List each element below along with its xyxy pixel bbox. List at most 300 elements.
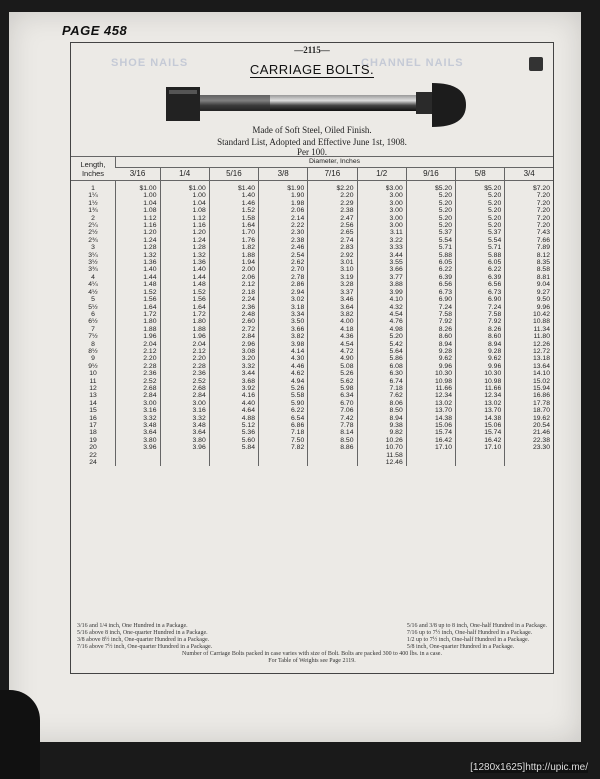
price-cell bbox=[160, 452, 209, 459]
price-cell: 16.42 bbox=[406, 437, 455, 444]
price-cell: 13.64 bbox=[505, 363, 553, 370]
price-cell: 17.10 bbox=[456, 444, 505, 451]
ghost-text-left: SHOE NAILS bbox=[111, 57, 189, 69]
price-cell: 8.35 bbox=[505, 259, 553, 266]
price-cell: 2.00 bbox=[209, 266, 258, 273]
price-cell bbox=[209, 459, 258, 466]
price-cell bbox=[406, 452, 455, 459]
price-cell: 6.90 bbox=[456, 296, 505, 303]
price-cell bbox=[160, 459, 209, 466]
length-cell: 7½ bbox=[88, 333, 98, 341]
size-header: 1/2 bbox=[357, 168, 406, 181]
notes-center-1: Number of Carriage Bolts packed in case varies with size of Bolt. Bolts are packed 300 to 400 lbs. in a case. bbox=[182, 651, 442, 657]
price-cell: 3.82 bbox=[259, 333, 308, 340]
price-cell: 22.38 bbox=[505, 437, 553, 444]
price-cell: 2.72 bbox=[209, 326, 258, 333]
diameter-header: Diameter, Inches bbox=[116, 157, 554, 168]
price-cell: 5.20 bbox=[406, 207, 455, 214]
table-row bbox=[71, 326, 553, 333]
price-cell: 5.58 bbox=[259, 392, 308, 399]
note-line: 5/8 inch, One-quarter Hundred in a Package. bbox=[406, 644, 515, 650]
price-cell: $1.40 bbox=[209, 181, 258, 193]
price-cell: 13.02 bbox=[456, 400, 505, 407]
length-cell: 11 bbox=[89, 377, 97, 385]
price-cell: 5.26 bbox=[308, 370, 357, 377]
price-cell: 7.58 bbox=[456, 311, 505, 318]
price-cell: 2.12 bbox=[116, 348, 161, 355]
price-cell: 3.32 bbox=[116, 415, 161, 422]
length-cell: 1¾ bbox=[88, 207, 98, 215]
price-cell: 1.98 bbox=[259, 200, 308, 207]
price-cell: 6.05 bbox=[456, 259, 505, 266]
price-cell: 2.48 bbox=[209, 311, 258, 318]
price-cell: 1.80 bbox=[160, 318, 209, 325]
table-row bbox=[71, 289, 553, 296]
price-cell bbox=[259, 459, 308, 466]
table-row bbox=[71, 459, 553, 466]
length-cell: 6 bbox=[91, 310, 95, 318]
price-cell: 1.32 bbox=[116, 252, 161, 259]
price-cell: 2.78 bbox=[259, 274, 308, 281]
price-cell: 6.74 bbox=[357, 378, 406, 385]
price-cell: 5.98 bbox=[308, 385, 357, 392]
content-frame bbox=[70, 42, 554, 674]
page-label: PAGE 458 bbox=[62, 23, 128, 38]
price-cell: 1.44 bbox=[160, 274, 209, 281]
price-cell: 4.30 bbox=[259, 355, 308, 362]
price-cell: 3.96 bbox=[116, 444, 161, 451]
price-cell: 3.99 bbox=[357, 289, 406, 296]
price-cell: 3.50 bbox=[259, 318, 308, 325]
price-cell: 11.34 bbox=[505, 326, 553, 333]
price-cell: 12.34 bbox=[456, 392, 505, 399]
price-cell: 6.05 bbox=[406, 259, 455, 266]
price-cell: 3.80 bbox=[160, 437, 209, 444]
price-cell: 7.20 bbox=[505, 222, 553, 229]
price-cell: 8.94 bbox=[357, 415, 406, 422]
price-cell bbox=[505, 452, 553, 459]
length-cell: 17 bbox=[89, 422, 97, 429]
length-cell: 8½ bbox=[88, 347, 98, 355]
book-binding bbox=[0, 690, 40, 779]
price-cell: 6.22 bbox=[456, 266, 505, 273]
price-cell bbox=[308, 459, 357, 466]
note-line: 7/16 above 7½ inch, One-quarter Hundred in a Package. bbox=[77, 644, 213, 650]
price-cell: 4.72 bbox=[308, 348, 357, 355]
length-cell: 3¾ bbox=[88, 266, 98, 274]
price-cell bbox=[406, 459, 455, 466]
table-row bbox=[71, 192, 553, 199]
price-cell: 3.32 bbox=[209, 363, 258, 370]
price-cell: 2.24 bbox=[209, 296, 258, 303]
price-cell: 3.77 bbox=[357, 274, 406, 281]
price-cell: 5.84 bbox=[209, 444, 258, 451]
price-cell: 1.52 bbox=[209, 207, 258, 214]
price-cell: 5.54 bbox=[406, 237, 455, 244]
price-cell: 7.66 bbox=[505, 237, 553, 244]
length-cell: 10 bbox=[89, 370, 97, 378]
table-row bbox=[71, 400, 553, 407]
length-cell: 5 bbox=[91, 296, 95, 304]
price-cell: 4.40 bbox=[209, 400, 258, 407]
price-cell: 6.56 bbox=[406, 281, 455, 288]
price-cell bbox=[456, 452, 505, 459]
price-cell: 1.52 bbox=[116, 289, 161, 296]
price-cell: 2.52 bbox=[160, 378, 209, 385]
price-cell: 3.68 bbox=[209, 378, 258, 385]
price-cell: 5.60 bbox=[209, 437, 258, 444]
price-cell: 3.92 bbox=[209, 385, 258, 392]
table-row bbox=[71, 200, 553, 207]
table-row bbox=[71, 281, 553, 288]
packing-notes bbox=[77, 623, 547, 665]
price-cell: 8.58 bbox=[505, 266, 553, 273]
price-cell: 3.44 bbox=[357, 252, 406, 259]
price-cell: 2.47 bbox=[308, 215, 357, 222]
price-cell: 2.74 bbox=[308, 237, 357, 244]
price-cell: 7.20 bbox=[505, 200, 553, 207]
price-cell: $1.90 bbox=[259, 181, 308, 193]
price-cell: 7.82 bbox=[259, 444, 308, 451]
price-cell: 1.36 bbox=[116, 259, 161, 266]
price-cell: 2.62 bbox=[259, 259, 308, 266]
price-cell: 2.29 bbox=[308, 200, 357, 207]
table-row bbox=[71, 341, 553, 348]
length-column-header: Length, Inches bbox=[71, 157, 116, 181]
price-cell: 4.54 bbox=[357, 311, 406, 318]
price-cell: $5.20 bbox=[406, 181, 455, 193]
price-cell: 9.50 bbox=[505, 296, 553, 303]
price-cell: 3.82 bbox=[308, 311, 357, 318]
price-cell: 2.84 bbox=[116, 392, 161, 399]
price-cell: 2.12 bbox=[160, 348, 209, 355]
price-cell: 8.60 bbox=[456, 333, 505, 340]
price-cell: 4.62 bbox=[259, 370, 308, 377]
length-cell: 1½ bbox=[88, 199, 98, 207]
price-cell: 2.96 bbox=[209, 341, 258, 348]
price-cell: 5.20 bbox=[406, 192, 455, 199]
price-cell: 15.74 bbox=[456, 429, 505, 436]
table-row bbox=[71, 378, 553, 385]
price-cell: 1.00 bbox=[160, 192, 209, 199]
price-cell: 2.04 bbox=[160, 341, 209, 348]
table-row bbox=[71, 266, 553, 273]
price-cell: 5.71 bbox=[456, 244, 505, 251]
price-cell: 4.88 bbox=[209, 415, 258, 422]
size-header: 7/16 bbox=[308, 168, 357, 181]
length-cell: 6½ bbox=[88, 318, 98, 326]
table-row bbox=[71, 252, 553, 259]
carriage-bolt-image bbox=[166, 81, 466, 129]
price-cell: 15.02 bbox=[505, 378, 553, 385]
price-cell: 1.08 bbox=[160, 207, 209, 214]
table-row bbox=[71, 370, 553, 377]
price-cell: 3.00 bbox=[357, 192, 406, 199]
table-row bbox=[71, 348, 553, 355]
description-line-1: Made of Soft Steel, Oiled Finish. bbox=[252, 125, 372, 135]
price-cell: 20.54 bbox=[505, 422, 553, 429]
price-cell: 3.00 bbox=[116, 400, 161, 407]
length-cell: 2½ bbox=[88, 229, 98, 237]
price-cell: 11.66 bbox=[406, 385, 455, 392]
length-cell: 14 bbox=[89, 399, 97, 407]
note-line: 7/16 up to 7½ inch, One-half Hundred in a Package. bbox=[406, 630, 533, 636]
price-cell: 1.80 bbox=[116, 318, 161, 325]
price-cell: 7.20 bbox=[505, 215, 553, 222]
price-cell: 6.08 bbox=[357, 363, 406, 370]
size-header: 5/16 bbox=[209, 168, 258, 181]
length-cell: 1¼ bbox=[88, 192, 98, 200]
price-cell: 3.48 bbox=[116, 422, 161, 429]
price-cell: 2.20 bbox=[160, 355, 209, 362]
price-cell: 3.96 bbox=[160, 444, 209, 451]
price-cell: 1.64 bbox=[160, 304, 209, 311]
price-cell: 6.22 bbox=[259, 407, 308, 414]
size-header: 3/8 bbox=[259, 168, 308, 181]
price-cell: 1.76 bbox=[209, 237, 258, 244]
price-cell: 2.28 bbox=[116, 363, 161, 370]
price-cell: 2.38 bbox=[259, 237, 308, 244]
price-cell: 23.30 bbox=[505, 444, 553, 451]
table-row bbox=[71, 355, 553, 362]
price-cell: 1.04 bbox=[116, 200, 161, 207]
price-cell: 5.20 bbox=[406, 200, 455, 207]
price-cell: 1.48 bbox=[160, 281, 209, 288]
length-cell: 4 bbox=[91, 273, 95, 281]
price-cell: 3.08 bbox=[209, 348, 258, 355]
price-cell: 2.86 bbox=[259, 281, 308, 288]
price-cell: 1.44 bbox=[116, 274, 161, 281]
price-cell: 1.70 bbox=[209, 229, 258, 236]
price-cell: 7.18 bbox=[259, 429, 308, 436]
price-cell: 2.92 bbox=[308, 252, 357, 259]
table-row bbox=[71, 244, 553, 251]
price-cell: 14.38 bbox=[456, 415, 505, 422]
price-cell: 4.16 bbox=[209, 392, 258, 399]
table-row bbox=[71, 444, 553, 451]
price-cell: 9.96 bbox=[406, 363, 455, 370]
price-cell: $2.20 bbox=[308, 181, 357, 193]
price-cell: 6.70 bbox=[308, 400, 357, 407]
price-cell: 3.32 bbox=[160, 415, 209, 422]
price-cell: 1.40 bbox=[209, 192, 258, 199]
price-cell: 9.04 bbox=[505, 281, 553, 288]
table-row bbox=[71, 422, 553, 429]
price-cell: 7.89 bbox=[505, 244, 553, 251]
length-cell: 15 bbox=[89, 407, 97, 415]
price-cell: 2.36 bbox=[209, 304, 258, 311]
price-cell: 2.04 bbox=[116, 341, 161, 348]
price-cell: 1.16 bbox=[160, 222, 209, 229]
table-row bbox=[71, 415, 553, 422]
price-cell: 3.55 bbox=[357, 259, 406, 266]
price-cell: 1.94 bbox=[209, 259, 258, 266]
price-cell: 2.36 bbox=[116, 370, 161, 377]
table-row bbox=[71, 363, 553, 370]
price-cell: 1.96 bbox=[116, 333, 161, 340]
price-cell: 2.28 bbox=[160, 363, 209, 370]
price-cell: 10.30 bbox=[406, 370, 455, 377]
price-cell: 1.72 bbox=[160, 311, 209, 318]
table-row bbox=[71, 296, 553, 303]
price-cell: 2.18 bbox=[209, 289, 258, 296]
price-cell: 8.50 bbox=[308, 437, 357, 444]
price-cell: 12.26 bbox=[505, 341, 553, 348]
price-cell: 5.37 bbox=[406, 229, 455, 236]
price-cell: 2.12 bbox=[209, 281, 258, 288]
price-cell: 5.88 bbox=[406, 252, 455, 259]
price-cell: 6.34 bbox=[308, 392, 357, 399]
price-cell: 1.36 bbox=[160, 259, 209, 266]
price-cell: 2.38 bbox=[308, 207, 357, 214]
note-line: 1/2 up to 7½ inch, One-half Hundred in a Package. bbox=[406, 637, 530, 643]
length-cell: 3¼ bbox=[88, 251, 98, 259]
price-cell: 4.54 bbox=[308, 341, 357, 348]
price-cell: 4.98 bbox=[357, 326, 406, 333]
price-cell: 8.81 bbox=[505, 274, 553, 281]
length-cell: 2¼ bbox=[88, 222, 98, 230]
length-cell: 3 bbox=[91, 244, 95, 252]
price-cell: 2.60 bbox=[209, 318, 258, 325]
price-cell: 3.64 bbox=[160, 429, 209, 436]
price-cell: 14.38 bbox=[406, 415, 455, 422]
price-cell: 3.11 bbox=[357, 229, 406, 236]
length-cell: 22 bbox=[89, 451, 97, 459]
price-cell: 4.46 bbox=[259, 363, 308, 370]
price-cell: 10.98 bbox=[406, 378, 455, 385]
price-cell: 3.44 bbox=[209, 370, 258, 377]
size-header: 3/4 bbox=[505, 168, 553, 181]
price-cell: 3.19 bbox=[308, 274, 357, 281]
price-cell: 11.58 bbox=[357, 452, 406, 459]
price-cell: 13.18 bbox=[505, 355, 553, 362]
price-cell: 9.38 bbox=[357, 422, 406, 429]
price-cell: 3.33 bbox=[357, 244, 406, 251]
price-cell: 9.62 bbox=[406, 355, 455, 362]
price-cell: 5.20 bbox=[456, 200, 505, 207]
price-cell: 2.20 bbox=[308, 192, 357, 199]
price-cell: 1.52 bbox=[160, 289, 209, 296]
price-cell: 7.92 bbox=[456, 318, 505, 325]
price-cell: 3.88 bbox=[357, 281, 406, 288]
price-cell: 4.10 bbox=[357, 296, 406, 303]
table-row bbox=[71, 237, 553, 244]
table-row bbox=[71, 333, 553, 340]
price-cell: 3.48 bbox=[160, 422, 209, 429]
price-cell: 1.24 bbox=[160, 237, 209, 244]
price-cell: 3.00 bbox=[357, 207, 406, 214]
price-cell: 5.88 bbox=[456, 252, 505, 259]
price-cell: 2.54 bbox=[259, 252, 308, 259]
price-cell: 5.36 bbox=[209, 429, 258, 436]
price-cell: 9.28 bbox=[406, 348, 455, 355]
price-cell: 2.83 bbox=[308, 244, 357, 251]
price-cell: 5.20 bbox=[406, 215, 455, 222]
price-cell: 1.40 bbox=[160, 266, 209, 273]
price-cell: 5.62 bbox=[308, 378, 357, 385]
price-cell bbox=[116, 452, 161, 459]
price-cell: 5.42 bbox=[357, 341, 406, 348]
price-cell: 3.00 bbox=[357, 215, 406, 222]
price-cell bbox=[308, 452, 357, 459]
price-cell: 8.50 bbox=[357, 407, 406, 414]
price-cell: 7.58 bbox=[406, 311, 455, 318]
price-cell: 7.43 bbox=[505, 229, 553, 236]
price-cell: 8.94 bbox=[456, 341, 505, 348]
price-cell: 2.70 bbox=[259, 266, 308, 273]
price-cell: 1.64 bbox=[209, 222, 258, 229]
price-cell: 2.30 bbox=[259, 229, 308, 236]
table-row bbox=[71, 181, 553, 193]
price-cell: 3.18 bbox=[259, 304, 308, 311]
price-cell: 9.28 bbox=[456, 348, 505, 355]
length-cell: 9½ bbox=[88, 362, 98, 370]
price-cell: 6.73 bbox=[456, 289, 505, 296]
size-header: 5/8 bbox=[456, 168, 505, 181]
table-row bbox=[71, 437, 553, 444]
price-cell: 5.37 bbox=[456, 229, 505, 236]
price-cell: 19.62 bbox=[505, 415, 553, 422]
price-cell: 3.64 bbox=[308, 304, 357, 311]
price-cell: 7.50 bbox=[259, 437, 308, 444]
price-cell: 2.20 bbox=[116, 355, 161, 362]
length-cell: 24 bbox=[89, 459, 97, 467]
table-row bbox=[71, 229, 553, 236]
size-header: 9/16 bbox=[406, 168, 455, 181]
price-cell: 5.20 bbox=[406, 222, 455, 229]
table-row bbox=[71, 215, 553, 222]
price-cell: 1.58 bbox=[209, 215, 258, 222]
price-cell: 3.66 bbox=[357, 266, 406, 273]
price-cell: 2.68 bbox=[160, 385, 209, 392]
price-cell: 1.90 bbox=[259, 192, 308, 199]
price-cell: 10.88 bbox=[505, 318, 553, 325]
note-line: 5/16 above 8 inch, One-quarter Hundred in a Package. bbox=[77, 630, 208, 636]
price-cell: 2.94 bbox=[259, 289, 308, 296]
price-cell: 3.00 bbox=[357, 200, 406, 207]
table-row bbox=[71, 207, 553, 214]
price-cell: 5.90 bbox=[259, 400, 308, 407]
price-cell: 16.42 bbox=[456, 437, 505, 444]
table-row bbox=[71, 311, 553, 318]
page-title: CARRIAGE BOLTS. bbox=[249, 62, 375, 77]
length-cell: 16 bbox=[89, 414, 97, 422]
price-cell: 2.36 bbox=[160, 370, 209, 377]
table-row bbox=[71, 304, 553, 311]
length-cell: 5½ bbox=[88, 303, 98, 311]
price-cell: 8.94 bbox=[406, 341, 455, 348]
length-cell: 2 bbox=[91, 214, 95, 222]
price-cell: 10.70 bbox=[357, 444, 406, 451]
price-cell: 3.98 bbox=[259, 341, 308, 348]
price-cell: 3.28 bbox=[308, 281, 357, 288]
price-cell: 10.98 bbox=[456, 378, 505, 385]
price-cell: 12.46 bbox=[357, 459, 406, 466]
price-cell: 4.94 bbox=[259, 378, 308, 385]
price-cell: 3.00 bbox=[357, 222, 406, 229]
price-cell: 2.46 bbox=[259, 244, 308, 251]
price-cell: 3.02 bbox=[259, 296, 308, 303]
length-cell: 1 bbox=[91, 185, 95, 192]
price-cell: 5.64 bbox=[357, 348, 406, 355]
price-cell: 5.86 bbox=[357, 355, 406, 362]
price-cell: 4.76 bbox=[357, 318, 406, 325]
price-cell: 3.46 bbox=[308, 296, 357, 303]
price-cell: 7.92 bbox=[406, 318, 455, 325]
price-table bbox=[71, 156, 553, 466]
price-cell: 1.48 bbox=[116, 281, 161, 288]
price-cell: $1.00 bbox=[116, 181, 161, 193]
